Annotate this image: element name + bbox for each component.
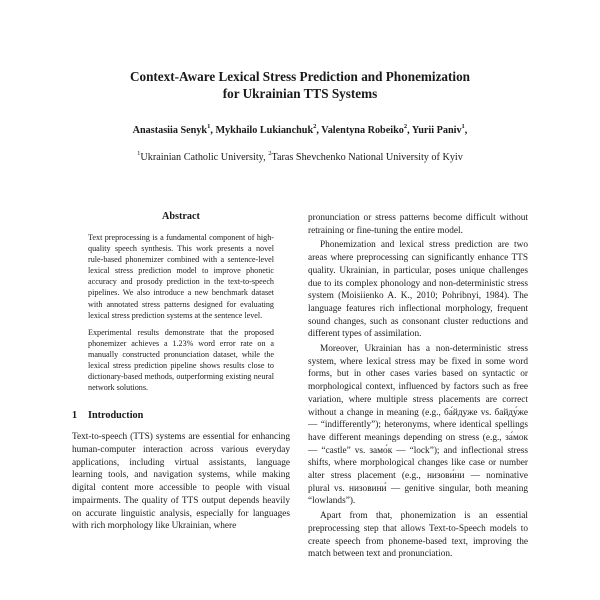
body-paragraph: Text-to-speech (TTS) systems are essential for enhancing human-computer interaction across various everyday applications, including virtual assistants, language learning tools, and navigation systems, while making digital content more accessible to people with visual impairments. The quality of TTS output depends heavily on accurate linguistic analysis, especially for languages with rich morphology like Ukrainian, where: [72, 432, 290, 532]
affiliation-number: 1: [137, 149, 141, 157]
section-number: 1: [72, 410, 78, 422]
body-paragraph: Moreover, Ukrainian has a non-deterministic stress system, where lexical stress may be fixed in some word forms, but in other cases varies based on syntactic or morphological context, influenced by factors such as free variation, where multiple stress placements are correct without a change in meaning (e.g., ба́йдуже vs. байду́же — “indifferently”); heteronyms, where identical spellings have different meanings depending on stress (e.g., за́мок — “castle” vs. замо́к — “lock”); and inflectional stress shifts, where morphological changes like case or number alter stress placement (e.g., низови́ни — nominative plural vs. низовини́ — genitive singular, both meaning “lowlands”).: [308, 344, 528, 507]
affiliation-list: $^1$Ukrainian Catholic University, $^2$Taras Shevchenko National University of Kyiv: [137, 149, 463, 163]
abstract-paragraph: Text preprocessing is a fundamental component of high-quality speech synthesis. This work presents a novel rule-based phonemizer combined with a sentence-level lexical stress prediction model to improve phonetic accuracy and prosody prediction in the text-to-speech pipelines. We also introduce a new benchmark dataset with annotated stress patterns designed for evaluating lexical stress prediction systems at the sentence level.: [88, 233, 274, 320]
affiliation-mark: 1: [461, 122, 465, 130]
affiliation-number: 2: [268, 149, 272, 157]
author: Mykhailo Lukianchuk$^2$,: [215, 122, 322, 136]
abstract-paragraph: Experimental results demonstrate that the proposed phonemizer achieves a 1.23% word error rate on a manually constructed pronunciation dataset, while the lexical stress prediction pipeline shows results close to dictionary-based methods, outperforming existing neural network solutions.: [88, 327, 274, 393]
affiliation-mark: 2: [313, 122, 317, 130]
author: Valentyna Robeiko$^2$,: [321, 122, 412, 136]
affiliation-mark: 2: [403, 122, 408, 130]
section-title: Introduction: [88, 410, 144, 422]
section-heading-introduction: [72, 409, 290, 422]
left-column: [72, 210, 290, 533]
body-paragraph: pronunciation or stress patterns become difficult without retraining or fine-tuning the entire model.: [308, 213, 528, 236]
abstract-body: [72, 232, 290, 393]
author-list: [0, 124, 600, 137]
author: Anastasiia Senyk$^1$,: [132, 122, 216, 136]
title-line-1: Context-Aware Lexical Stress Prediction and Phonemization: [129, 69, 471, 84]
paper-title: [0, 68, 600, 102]
body-paragraph: Apart from that, phonemization is an essential preprocessing step that allows Text-to-Speech models to create speech from phoneme-based text, improving the match between text and pronunciation.: [308, 511, 528, 560]
affiliation-name: Taras Shevchenko National University of Kyiv: [271, 152, 463, 163]
abstract-heading: Abstract: [162, 211, 200, 222]
affiliation-name: Ukrainian Catholic University: [140, 152, 264, 163]
author: Yurii Paniv$^1$,: [411, 122, 468, 136]
right-column: [308, 212, 528, 561]
affiliation-mark: 1: [207, 122, 211, 130]
title-line-2: for Ukrainian TTS Systems: [222, 86, 378, 101]
body-paragraph: Phonemization and lexical stress prediction are two areas where preprocessing can significantly enhance TTS quality. Ukrainian, in particular, poses unique challenges due to its complex phonology and non-deterministic stress system (Moisiienko A. K., 2010; Pohribnyi, 1984). The language features rich inflectional morphology, frequent sound changes, such as consonant cluster reductions and different types of assimilation.: [308, 240, 528, 340]
